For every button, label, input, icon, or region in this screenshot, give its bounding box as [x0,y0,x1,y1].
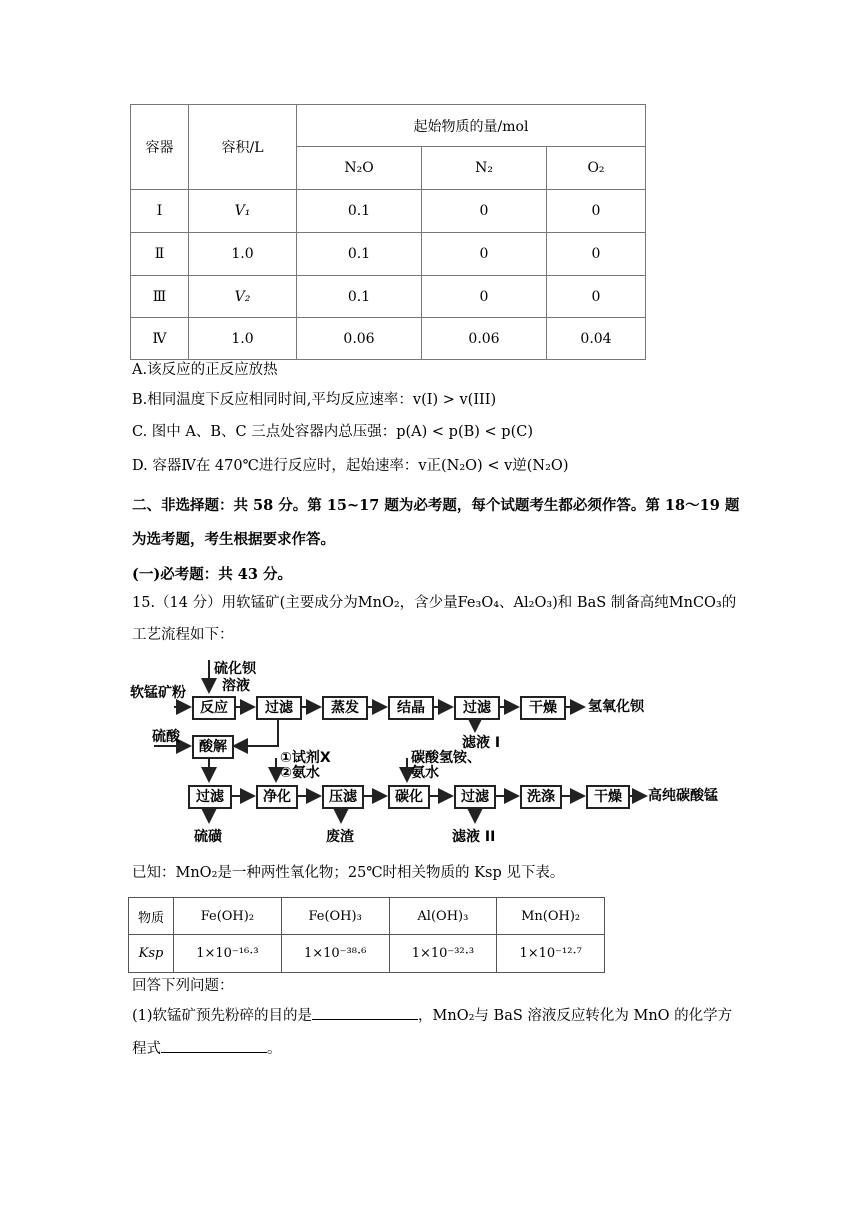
step-filter1: 过滤 [256,696,302,720]
header-mn-oh-2: Mn(OH)₂ [497,898,605,935]
cell-o2: 0 [547,276,646,318]
label-filtrate1: 滤液 I [462,735,501,751]
q1-text-part3: 程式 [132,1041,161,1057]
section-two-line2: 为选考题，考生根据要求作答。 [132,531,335,548]
step-acid-dissolve: 酸解 [192,735,234,759]
label-solution: 溶液 [222,678,250,694]
cell-n2o: 0.1 [297,233,422,276]
step-filter2: 过滤 [454,696,500,720]
label-sulfuric-acid: 硫酸 [152,729,180,745]
q1-text-part4: 。 [267,1041,282,1057]
cell-n2o: 0.06 [297,318,422,360]
q1-text-part2: ，MnO₂与 BaS 溶液反应转化为 MnO 的化学方 [418,1008,733,1024]
cell-volume: 1.0 [189,233,297,276]
option-d: D. 容器Ⅳ在 470℃进行反应时，起始速率：v正(N₂O) < v逆(N₂O) [132,458,569,474]
ksp-value: 1×10⁻¹²·⁷ [497,935,605,973]
step-press-filter: 压滤 [322,785,364,809]
cell-n2o: 0.1 [297,190,422,233]
cell-container: Ⅱ [131,233,189,276]
answer-intro: 回答下列问题： [132,978,234,994]
cell-volume: 1.0 [189,318,297,360]
option-c: C. 图中 A、B、C 三点处容器内总压强：p(A) < p(B) < p(C) [132,424,533,440]
label-filtrate2: 滤液 II [452,829,496,845]
cell-o2: 0 [547,233,646,276]
step-filter4: 过滤 [454,785,496,809]
step-evaporate: 蒸发 [322,696,368,720]
label-ore: 软锰矿粉 [130,685,186,701]
step-crystallize: 结晶 [388,696,434,720]
header-fe-oh-3: Fe(OH)₃ [281,898,389,935]
q15-line1: 15.（14 分）用软锰矿(主要成分为MnO₂，含少量Fe₃O₄、Al₂O₃)和 BaS 制备高纯MnCO₃的 [132,595,737,611]
label-ammonia1: ②氨水 [280,765,320,781]
product-barium-hydroxide: 氢氧化钡 [588,699,644,715]
cell-volume: V₁ [189,190,297,233]
header-n2: N₂ [422,147,547,190]
label-sulfur: 硫磺 [194,829,222,845]
cell-o2: 0.04 [547,318,646,360]
cell-n2o: 0.1 [297,276,422,318]
question-1-line2 [132,1038,282,1059]
table-row [131,233,646,276]
table-row [129,935,605,973]
step-purify: 净化 [256,785,298,809]
cell-container: Ⅳ [131,318,189,360]
cell-n2: 0 [422,190,547,233]
cell-n2: 0 [422,276,547,318]
section-two-line1: 二、非选择题：共 58 分。第 15~17 题为必考题，每个试题考生都必须作答。第 18～19 题 [132,497,740,514]
process-flowchart [130,655,718,850]
ksp-value: 1×10⁻³⁸·⁶ [281,935,389,973]
ksp-value: 1×10⁻¹⁶·³ [174,935,282,973]
cell-volume: V₂ [189,276,297,318]
initial-amount-table [130,104,646,360]
ksp-label: Ksp [129,935,174,973]
q1-text-part1: (1)软锰矿预先粉碎的目的是 [132,1008,313,1024]
header-initial-amount: 起始物质的量/mol [297,105,646,147]
header-substance: 物质 [129,898,174,935]
label-ammonium-bicarbonate: 碳酸氢铵、 [411,750,481,766]
cell-container: Ⅲ [131,276,189,318]
header-container: 容器 [131,105,189,190]
step-react: 反应 [192,696,236,720]
option-b: B.相同温度下反应相同时间,平均反应速率：v(I) > v(III) [132,392,497,408]
option-a: A.该反应的正反应放热 [132,362,278,378]
ksp-table [128,897,605,973]
step-dry1: 干燥 [520,696,566,720]
label-reagent-x: ①试剂X [280,750,331,766]
step-wash: 洗涤 [520,785,562,809]
ksp-value: 1×10⁻³²·³ [389,935,497,973]
table-row [131,318,646,360]
step-filter3: 过滤 [188,785,232,809]
q15-line2: 工艺流程如下： [132,627,234,643]
table-row [131,190,646,233]
section-required: (一)必考题：共 43 分。 [132,566,292,583]
header-volume: 容积/L [189,105,297,190]
answer-blank-2[interactable] [161,1038,267,1053]
step-dry2: 干燥 [586,785,630,809]
known-text: 已知：MnO₂是一种两性氧化物；25℃时相关物质的 Ksp 见下表。 [132,865,565,881]
header-n2o: N₂O [297,147,422,190]
table-row [131,276,646,318]
cell-o2: 0 [547,190,646,233]
label-ammonia2: 氨水 [411,765,439,781]
cell-container: Ⅰ [131,190,189,233]
cell-n2: 0 [422,233,547,276]
label-waste: 废渣 [326,829,354,845]
header-fe-oh-2: Fe(OH)₂ [174,898,282,935]
product-manganese-carbonate: 高纯碳酸锰 [648,788,718,804]
cell-n2: 0.06 [422,318,547,360]
header-o2: O₂ [547,147,646,190]
label-barium-sulfide: 硫化钡 [214,661,256,677]
question-1-line1 [132,1005,732,1026]
answer-blank-1[interactable] [312,1005,418,1020]
header-al-oh-3: Al(OH)₃ [389,898,497,935]
step-carbonize: 碳化 [388,785,430,809]
